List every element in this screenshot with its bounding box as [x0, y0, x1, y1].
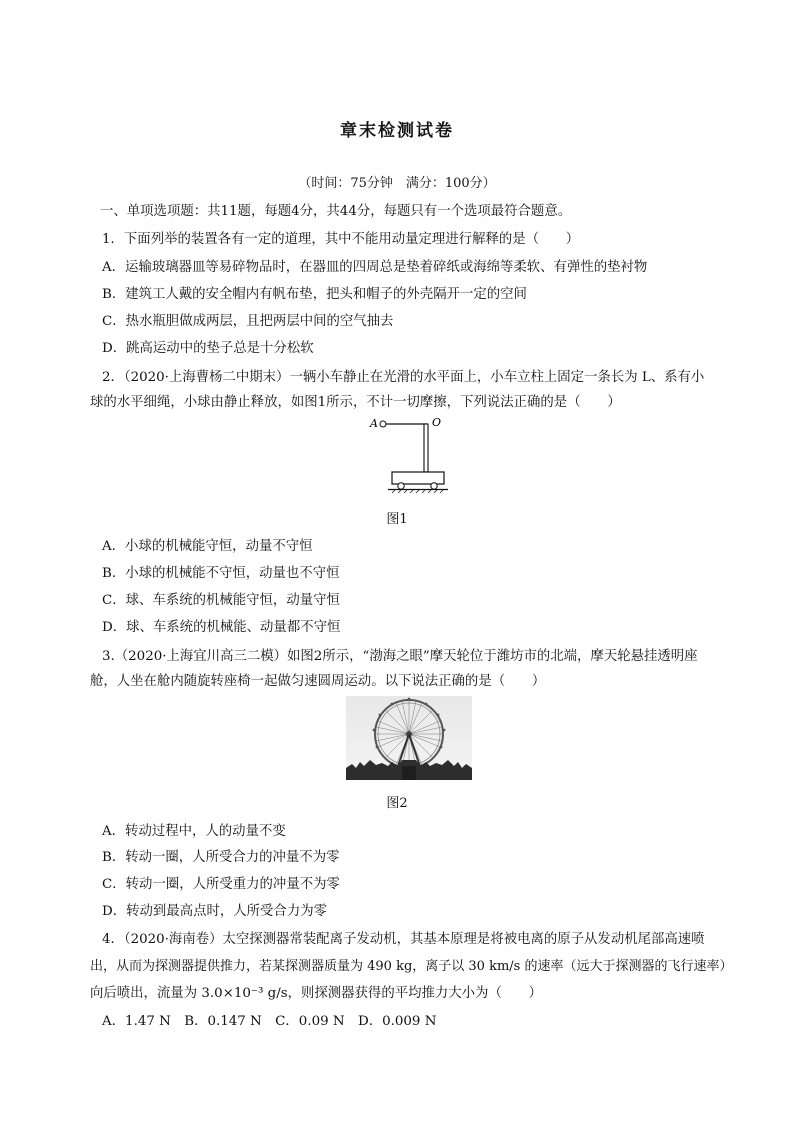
q3-option-d: D．转动到最高点时，人所受合力为零	[102, 904, 327, 919]
cart-pendulum-figure	[366, 414, 456, 494]
q4-stem-line3: 向后喷出，流量为 3.0×10⁻³ g/s，则探测器获得的平均推力大小为（ ）	[90, 986, 543, 1001]
wheel-left	[398, 483, 404, 489]
q3-option-c: C．转动一圈，人所受重力的冲量不为零	[102, 877, 340, 892]
q1-option-a: A．运输玻璃器皿等易碎物品时，在器皿的四周总是垫着碎纸或海绵等柔软、有弹性的垫衬物	[102, 260, 648, 275]
q4-stem-line1: 4．（2020·海南卷）太空探测器常装配离子发动机，其基本原理是将被电离的原子从发动机尾部高速喷	[102, 932, 705, 947]
page-title: 章末检测试卷	[340, 121, 454, 141]
q3-option-a: A．转动过程中，人的动量不变	[102, 824, 286, 839]
figure-2-caption: 图2	[386, 796, 408, 811]
ball	[380, 421, 386, 427]
q2-option-c: C．球、车系统的机械能守恒，动量守恒	[102, 593, 340, 608]
point-a-label: A	[370, 417, 378, 430]
ferris-wheel-photo	[346, 696, 472, 780]
ground-hatching	[392, 490, 443, 493]
point-o-label: O	[432, 416, 442, 429]
figure-1-caption: 图1	[386, 512, 408, 527]
section-heading: 一、单项选项题：共11题，每题4分，共44分，每题只有一个选项最符合题意。	[100, 204, 572, 219]
q2-option-b: B．小球的机械能不守恒，动量也不守恒	[102, 566, 340, 581]
q1-option-c: C．热水瓶胆做成两层，且把两层中间的空气抽去	[102, 314, 394, 329]
q4-options: A．1.47 N B．0.147 N C．0.09 N D．0.009 N	[102, 1014, 437, 1029]
cart-body	[392, 472, 444, 484]
q1-option-d: D．跳高运动中的垫子总是十分松软	[102, 341, 314, 356]
post	[424, 424, 428, 472]
q2-option-a: A．小球的机械能守恒，动量不守恒	[102, 539, 313, 554]
gate	[402, 766, 416, 780]
wheel-right	[431, 483, 437, 489]
q2-stem-line1: 2．（2020·上海曹杨二中期末）一辆小车静止在光滑的水平面上，小车立柱上固定一条长为 L、系有小	[102, 370, 705, 385]
q4-stem-line2: 出，从而为探测器提供推力，若某探测器质量为 490 kg，离子以 30 km/s 的速率（远大于探测器的飞行速率）	[90, 959, 733, 974]
q1-stem: 1．下面列举的装置各有一定的道理，其中不能用动量定理进行解释的是（ ）	[102, 232, 580, 247]
q3-stem-line2: 舱，人坐在舱内随旋转座椅一起做匀速圆周运动。以下说法正确的是（ ）	[90, 674, 546, 689]
exam-time-score: （时间：75分钟 满分：100分）	[298, 176, 496, 191]
q3-option-b: B．转动一圈，人所受合力的冲量不为零	[102, 850, 340, 865]
q2-stem-line2: 球的水平细绳，小球由静止释放，如图1所示，不计一切摩擦，下列说法正确的是（ ）	[90, 395, 621, 410]
q3-stem-line1: 3.（2020·上海宜川高三二模）如图2所示，“渤海之眼”摩天轮位于潍坊市的北端，摩天轮悬挂透明座	[102, 649, 698, 664]
q2-option-d: D．球、车系统的机械能、动量都不守恒	[102, 620, 341, 635]
q1-option-b: B．建筑工人戴的安全帽内有帆布垫，把头和帽子的外壳隔开一定的空间	[102, 287, 527, 302]
